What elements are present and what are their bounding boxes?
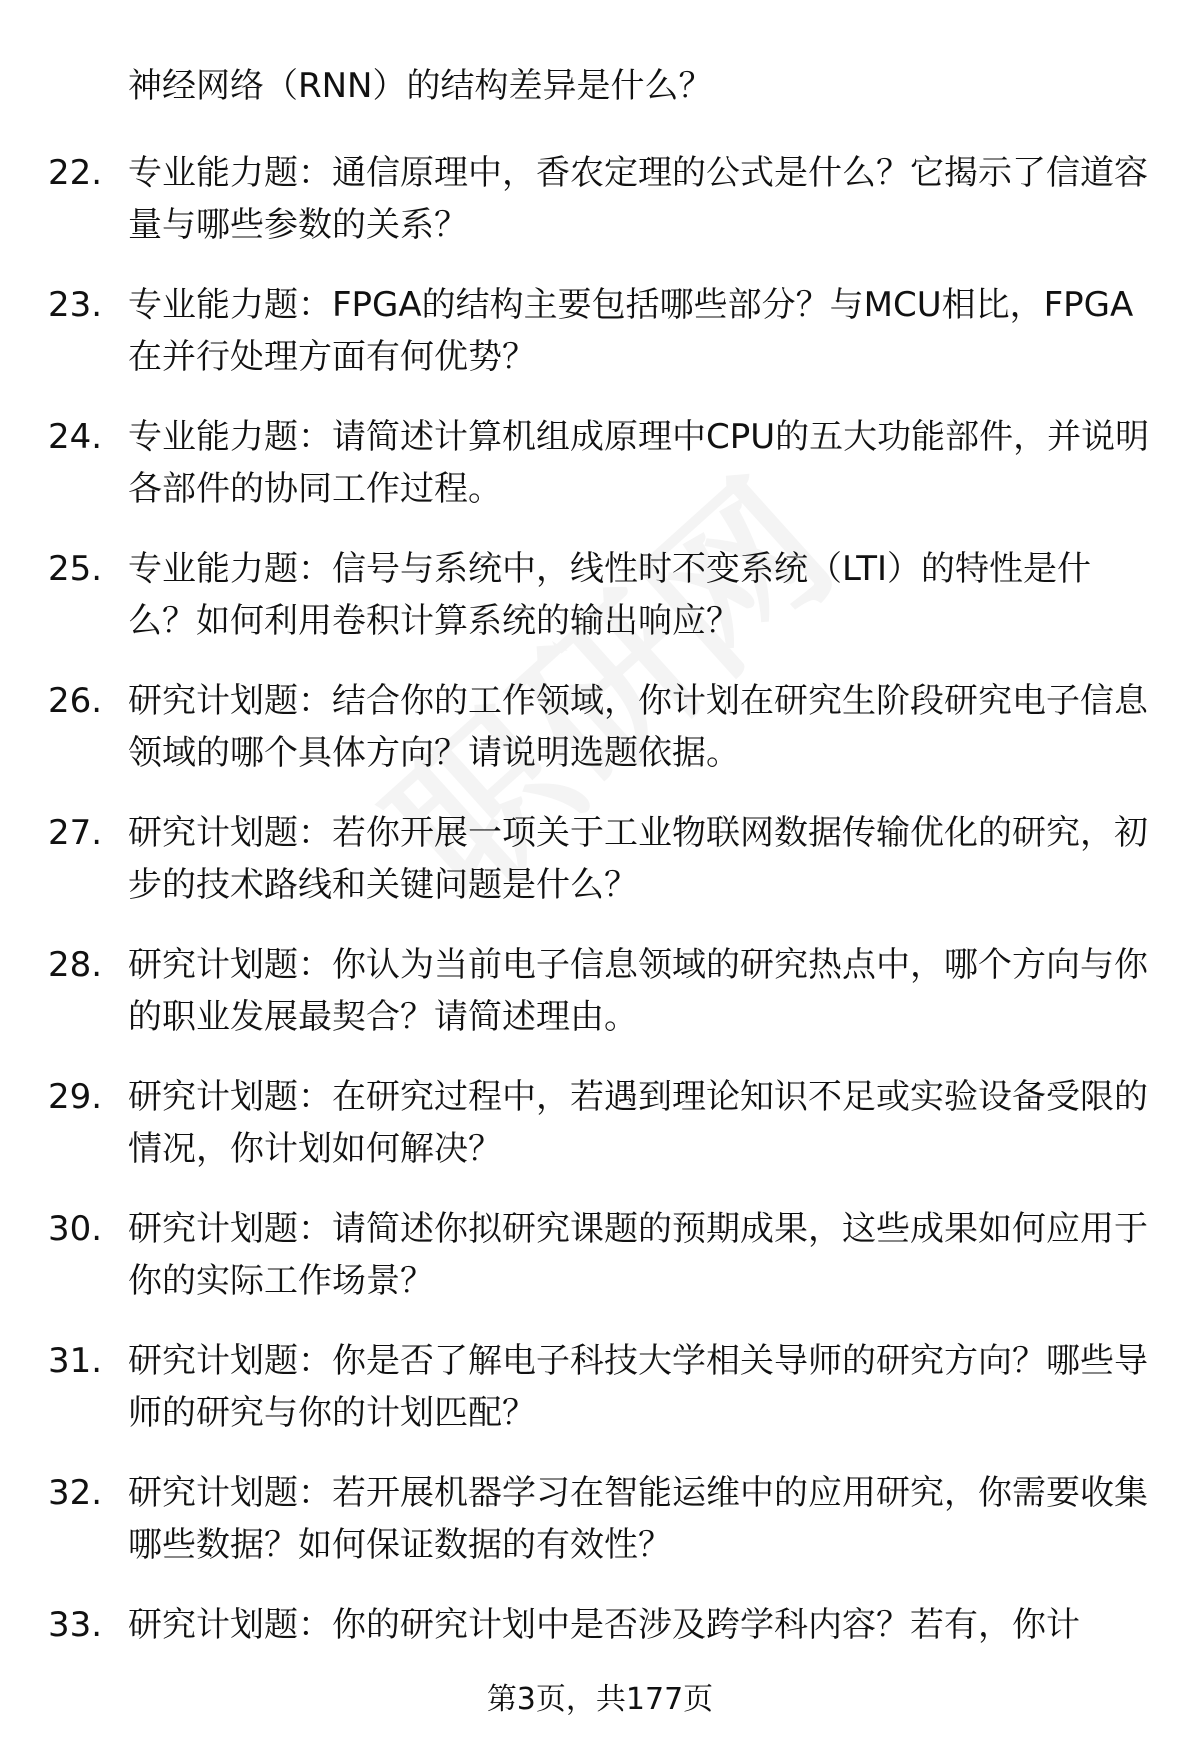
question-item xyxy=(0,543,1200,675)
page-footer: 第3页，共177页 xyxy=(486,1682,714,1717)
question-number: 22. xyxy=(48,153,103,193)
question-item xyxy=(0,939,1200,1071)
question-text: 研究计划题：你认为当前电子信息领域的研究热点中，哪个方向与你的职业发展最契合？请简述理由。 xyxy=(128,945,1148,1037)
question-number: 25. xyxy=(48,549,103,589)
question-item xyxy=(0,147,1200,279)
question-number: 24. xyxy=(48,417,103,457)
continued-question-text: 神经网络（RNN）的结构差异是什么？ xyxy=(128,66,713,106)
question-item xyxy=(0,1203,1200,1335)
question-number: 32. xyxy=(48,1473,103,1513)
question-item xyxy=(0,1335,1200,1467)
question-text: 专业能力题：请简述计算机组成原理中CPU的五大功能部件，并说明各部件的协同工作过程。 xyxy=(128,417,1150,509)
question-number: 30. xyxy=(48,1209,103,1249)
question-number: 23. xyxy=(48,285,103,325)
question-number: 28. xyxy=(48,945,103,985)
question-item xyxy=(0,279,1200,411)
question-number: 33. xyxy=(48,1605,103,1645)
question-text: 研究计划题：若你开展一项关于工业物联网数据传输优化的研究，初步的技术路线和关键问题是什么？ xyxy=(128,813,1148,905)
question-text: 研究计划题：若开展机器学习在智能运维中的应用研究，你需要收集哪些数据？如何保证数据的有效性？ xyxy=(128,1473,1148,1565)
question-item xyxy=(0,807,1200,939)
question-text: 研究计划题：结合你的工作领域，你计划在研究生阶段研究电子信息领域的哪个具体方向？请说明选题依据。 xyxy=(128,681,1148,773)
question-text: 研究计划题：你是否了解电子科技大学相关导师的研究方向？哪些导师的研究与你的计划匹配？ xyxy=(128,1341,1148,1433)
question-item xyxy=(0,1071,1200,1203)
question-text: 研究计划题：请简述你拟研究课题的预期成果，这些成果如何应用于你的实际工作场景？ xyxy=(128,1209,1148,1301)
question-number: 29. xyxy=(48,1077,103,1117)
question-text: 研究计划题：在研究过程中，若遇到理论知识不足或实验设备受限的情况，你计划如何解决？ xyxy=(128,1077,1148,1169)
question-text: 专业能力题：信号与系统中，线性时不变系统（LTI）的特性是什么？如何利用卷积计算系统的输出响应？ xyxy=(128,549,1092,641)
question-number: 31. xyxy=(48,1341,103,1381)
question-number: 27. xyxy=(48,813,103,853)
question-item xyxy=(0,1467,1200,1599)
question-text: 专业能力题：通信原理中，香农定理的公式是什么？它揭示了信道容量与哪些参数的关系？ xyxy=(128,153,1148,245)
question-list xyxy=(0,147,1200,1731)
question-text: 专业能力题：FPGA的结构主要包括哪些部分？与MCU相比，FPGA在并行处理方面有何优势？ xyxy=(128,285,1134,377)
question-number: 26. xyxy=(48,681,103,721)
question-text: 研究计划题：你的研究计划中是否涉及跨学科内容？若有，你计 xyxy=(128,1605,1080,1645)
question-item xyxy=(0,411,1200,543)
question-item xyxy=(0,675,1200,807)
